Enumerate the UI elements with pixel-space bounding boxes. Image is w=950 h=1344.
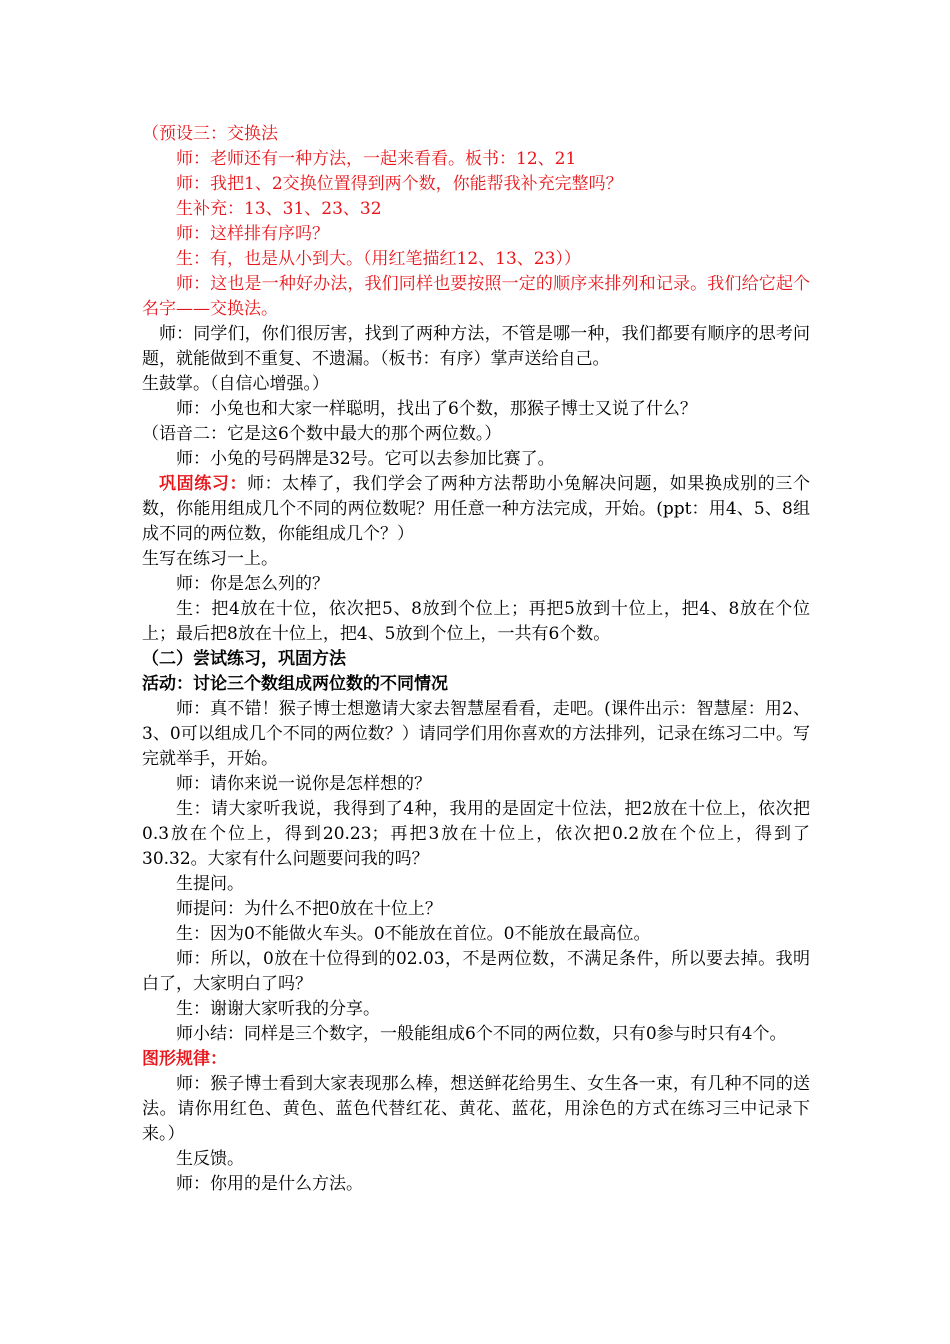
red-line-4: 师：这样排有序吗？	[176, 224, 329, 244]
paragraph-write: 生写在练习一上。	[142, 549, 278, 569]
red-line-3: 生补充：13、31、23、32	[176, 199, 382, 219]
red-line-2: 师：我把1、2交换位置得到两个数，你能帮我补充完整吗？	[176, 174, 623, 194]
paragraph-rabbit: 师：小兔也和大家一样聪明，找出了6个数，那猴子博士又说了什么？	[176, 399, 697, 419]
red-line-1: 师：老师还有一种方法，一起来看看。板书：12、21	[176, 149, 577, 169]
paragraph-teacher-question: 师提问：为什么不把0放在十位上？	[176, 899, 442, 919]
practice-label: 巩固练习：	[159, 474, 248, 494]
heading-pattern: 图形规律：	[142, 1049, 227, 1069]
practice-text: 师：太棒了，我们学会了两种方法帮助小兔解决问题，如果换成别的三个数，你能用组成几个不同的两位数呢？用任意一种方法完成，开始。(ppt：用4、5、8组成不同的两位数，你能组成几个？）	[142, 474, 811, 544]
paragraph-ask: 师：请你来说一说你是怎样想的？	[176, 774, 431, 794]
paragraph-methods: 师：同学们，你们很厉害，找到了两种方法，不管是哪一种，我们都要有顺序的思考问题，就能做到不重复、不遗漏。（板书：有序）掌声送给自己。	[142, 324, 810, 369]
paragraph-practice	[142, 472, 810, 547]
document-page	[142, 122, 810, 1197]
preset-three-title: （预设三：交换法	[142, 124, 278, 144]
paragraph-so: 师：所以，0放在十位得到的02.03，不是两位数，不满足条件，所以要去掉。我明白了，大家明白了吗？	[142, 949, 810, 994]
paragraph-answer: 生：把4放在十位，依次把5、8放到个位上；再把5放到十位上，把4、8放在个位上；最后把8放在十位上，把4、5放到个位上，一共有6个数。	[142, 599, 810, 644]
paragraph-how: 师：你是怎么列的？	[176, 574, 329, 594]
paragraph-applause: 生鼓掌。（自信心增强。）	[142, 374, 329, 394]
paragraph-share: 生：请大家听我说，我得到了4种，我用的是固定十位法，把2放在十位上，依次把0.3放在个位上，得到20.23；再把3放在十位上，依次把0.2放在个位上，得到了30.32。大家有什么问题要问我的吗？	[142, 799, 810, 869]
red-line-5: 生：有，也是从小到大。（用红笔描红12、13、23））	[176, 249, 581, 269]
heading-trial-practice: （二）尝试练习，巩固方法	[142, 649, 346, 669]
paragraph-feedback: 生反馈。	[176, 1149, 244, 1169]
paragraph-question: 生提问。	[176, 874, 244, 894]
paragraph-thanks: 生：谢谢大家听我的分享。	[176, 999, 380, 1019]
paragraph-summary: 师小结：同样是三个数字，一般能组成6个不同的两位数，只有0参与时只有4个。	[176, 1024, 787, 1044]
heading-activity: 活动：讨论三个数组成两位数的不同情况	[142, 674, 448, 694]
paragraph-flowers: 师：猴子博士看到大家表现那么棒，想送鲜花给男生、女生各一束，有几种不同的送法。请你用红色、黄色、蓝色代替红花、黄花、蓝花，用涂色的方式在练习三中记录下来。）	[142, 1074, 810, 1144]
paragraph-method: 师：你用的是什么方法。	[176, 1174, 363, 1194]
paragraph-train-head: 生：因为0不能做火车头。0不能放在首位。0不能放在最高位。	[176, 924, 651, 944]
red-line-6: 师：这也是一种好办法，我们同样也要按照一定的顺序来排列和记录。我们给它起个名字——交换法。	[142, 274, 810, 319]
paragraph-number: 师：小兔的号码牌是32号。它可以去参加比赛了。	[176, 449, 555, 469]
paragraph-voice-two: （语音二：它是这6个数中最大的那个两位数。）	[142, 424, 502, 444]
paragraph-wisdom-house: 师：真不错！猴子博士想邀请大家去智慧屋看看，走吧。(课件出示：智慧屋：用2、3、0可以组成几个不同的两位数？）请同学们用你喜欢的方法排列，记录在练习二中。写完就举手，开始。	[142, 699, 810, 769]
